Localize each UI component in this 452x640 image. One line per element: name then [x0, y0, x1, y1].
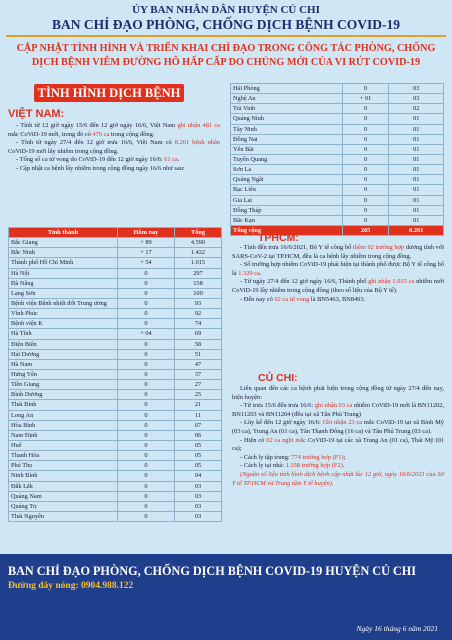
org-name: ỦY BAN NHÂN DÂN HUYỆN CỦ CHI	[132, 4, 320, 16]
table-row	[9, 410, 222, 420]
table-row	[231, 195, 444, 205]
today-cell: 0	[118, 268, 175, 278]
province-cell: Yên Bái	[231, 144, 343, 154]
footer-date: Ngày 16 tháng 6 năm 2021	[356, 624, 438, 633]
table-row	[9, 461, 222, 471]
today-cell: 0	[118, 451, 175, 461]
total-cell: 11	[175, 410, 222, 420]
province-cell: Đà Nẵng	[9, 278, 118, 288]
province-cell: Vĩnh Phúc	[9, 309, 118, 319]
today-cell: 0	[118, 481, 175, 491]
province-cell: Quảng Ngãi	[231, 175, 343, 185]
total-cell: 01	[389, 175, 444, 185]
total-cell: 06	[175, 430, 222, 440]
total-cell: 37	[175, 369, 222, 379]
vn-paragraphs: - Tính từ 12 giờ ngày 15/6 đến 12 giờ ngày 16/6, Việt Nam ghi nhận 481 ca mắc CoViD-19 mới, trong đó có 476 ca trong cộng đồng. - Tính từ ngày 27/4 đến 12 giờ trưa 16/6, Việt Nam có 8.261 bệnh nhân CoViD-19 mới lây nhiễm trong cộng đồng. - Tổng số ca tử vong do CoViD-19 đến 12 giờ ngày 16/6: 61 ca. - Cập nhật ca bệnh lây nhiễm trong cộng đồng ngày 16/6 như sau:	[8, 122, 221, 172]
header-divider	[6, 35, 446, 37]
total-cell: 01	[389, 165, 444, 175]
table-row	[9, 268, 222, 278]
today-cell: + 89	[118, 238, 175, 248]
province-cell: Điện Biên	[9, 339, 118, 349]
table-row	[9, 369, 222, 379]
province-cell: Bắc Giang	[9, 238, 118, 248]
province-cell: Nghệ An	[231, 94, 343, 104]
total-cell: 1.432	[175, 248, 222, 258]
province-cell: Bắc Ninh	[9, 248, 118, 258]
table-header-row	[9, 228, 222, 238]
total-cell: 69	[175, 329, 222, 339]
total-cell: 297	[175, 268, 222, 278]
table-row	[231, 114, 444, 124]
cuchi-heading: CỦ CHI:	[258, 372, 298, 384]
total-sum: 8.261	[389, 225, 444, 235]
today-cell: 0	[118, 369, 175, 379]
page-title	[6, 42, 446, 70]
province-cell: Huế	[9, 440, 118, 450]
table-row	[9, 329, 222, 339]
total-cell: 05	[175, 440, 222, 450]
table-row	[9, 248, 222, 258]
today-cell: 0	[342, 84, 389, 94]
total-cell: 02	[389, 104, 444, 114]
today-cell: 0	[118, 471, 175, 481]
province-cell: Bệnh viện K	[9, 319, 118, 329]
province-cell: Quảng Trị	[9, 501, 118, 511]
province-cell: Phú Thọ	[9, 461, 118, 471]
total-cell: 1.015	[175, 258, 222, 268]
today-cell: 0	[118, 511, 175, 521]
today-cell: 0	[118, 298, 175, 308]
today-cell: 0	[342, 205, 389, 215]
today-cell: 0	[118, 390, 175, 400]
total-cell: 01	[389, 215, 444, 225]
total-label: Tổng cộng	[231, 225, 343, 235]
province-cell: Ninh Bình	[9, 471, 118, 481]
total-cell: 100	[175, 288, 222, 298]
total-cell: 01	[389, 114, 444, 124]
today-cell: 0	[342, 195, 389, 205]
table-row	[9, 400, 222, 410]
table-row	[9, 359, 222, 369]
province-cell: Nam Định	[9, 430, 118, 440]
today-cell: 0	[342, 185, 389, 195]
total-cell: 03	[389, 94, 444, 104]
total-cell: 01	[389, 185, 444, 195]
province-cell: Long An	[9, 410, 118, 420]
table-row	[231, 185, 444, 195]
province-cell: Tuyên Quang	[231, 154, 343, 164]
tphcm-heading: TPHCM:	[258, 232, 299, 244]
total-cell: 03	[175, 481, 222, 491]
province-cell: Hà Nội	[9, 268, 118, 278]
today-cell: 0	[342, 154, 389, 164]
total-cell: 01	[389, 124, 444, 134]
province-cell: Hải Phòng	[231, 84, 343, 94]
table-row	[231, 84, 444, 94]
today-cell: 0	[118, 359, 175, 369]
today-cell: 0	[342, 124, 389, 134]
today-cell: 0	[118, 349, 175, 359]
province-cell: Bạc Liêu	[231, 185, 343, 195]
today-cell: + 04	[118, 329, 175, 339]
today-cell: 0	[118, 501, 175, 511]
footer	[0, 554, 452, 640]
table-row	[9, 278, 222, 288]
cases-table-right	[230, 83, 444, 236]
total-cell: 27	[175, 380, 222, 390]
today-cell: + 54	[118, 258, 175, 268]
cuchi-paragraphs: Liên quan đến các ca bệnh phát hiện trong cộng đồng từ ngày 27/4 đến nay, hiện huyện: - Từ trưa 15/6 đến trưa 16/6: ghi nhận 03 ca nhiễm CoViD-19 mới là BN11202, BN11203 và BN11204 (đều tại xã Tân Phú Trung) - Lũy kế đến 12 giờ ngày 16/6: Ghi nhận 23 ca mắc CoViD-19 tại xã Bình Mỹ (03 ca), Trung An (01 ca), Tân Thạnh Đông (16 ca) và Tân Phú Trung (03 ca). - Hiện có 02 ca nghi mắc CoViD-19 tại các xã Trung An (01 ca), Thái Mỹ (01 ca); - Cách ly tập trung: 774 trường hợp (F1); - Cách ly tại nhà: 1.358 trường hợp (F2). (Nguồn số liệu tình hình dịch bệnh cập nhật lúc 12 giờ, ngày 16/6/2021 của Sở Y tế TP.HCM và Trung tâm Y tế huyện).	[232, 385, 445, 487]
province-cell: Thành phố Hồ Chí Minh	[9, 258, 118, 268]
total-cell: 03	[175, 511, 222, 521]
table-row	[231, 94, 444, 104]
total-cell: 03	[175, 491, 222, 501]
col-total: Tổng	[175, 228, 222, 238]
province-cell: Quảng Nam	[9, 491, 118, 501]
today-cell: 0	[118, 319, 175, 329]
table-row	[9, 390, 222, 400]
province-cell: Lạng Sơn	[9, 288, 118, 298]
vn-heading: VIỆT NAM:	[8, 108, 65, 120]
province-cell: Quảng Ninh	[231, 114, 343, 124]
province-cell: Trà Vinh	[231, 104, 343, 114]
total-cell: 51	[175, 349, 222, 359]
total-cell: 92	[175, 309, 222, 319]
province-cell: Bình Dương	[9, 390, 118, 400]
province-cell: Bệnh viện Bệnh nhiệt đới Trung ương	[9, 298, 118, 308]
table-row	[9, 511, 222, 521]
table-row	[231, 175, 444, 185]
table-row	[231, 165, 444, 175]
table-row	[9, 380, 222, 390]
today-cell: 0	[118, 491, 175, 501]
today-cell: 0	[342, 114, 389, 124]
today-cell: 0	[118, 380, 175, 390]
today-cell: 0	[118, 420, 175, 430]
col-province: Tỉnh thành	[9, 228, 118, 238]
today-cell: 0	[342, 175, 389, 185]
total-cell: 74	[175, 319, 222, 329]
today-cell: 0	[118, 288, 175, 298]
today-cell: 0	[342, 144, 389, 154]
title-line-2: DỊCH BỆNH VIÊM ĐƯỜNG HÔ HẤP CẤP DO CHỦNG MỚI CỦA VI RÚT COVID-19	[31, 57, 421, 68]
today-cell: 0	[342, 165, 389, 175]
province-cell: Hòa Bình	[9, 420, 118, 430]
cases-table-left	[8, 227, 222, 522]
col-today: Hôm nay	[118, 228, 175, 238]
province-cell: Thanh Hóa	[9, 451, 118, 461]
today-cell: 0	[118, 440, 175, 450]
table-row	[231, 104, 444, 114]
table-row	[9, 258, 222, 268]
total-cell: 158	[175, 278, 222, 288]
total-cell: 03	[175, 501, 222, 511]
table-row	[231, 124, 444, 134]
footer-committee: BAN CHỈ ĐẠO PHÒNG, CHỐNG DỊCH BỆNH COVID-19 HUYỆN CỦ CHI	[8, 564, 416, 578]
total-cell: 01	[389, 195, 444, 205]
province-cell: Hưng Yên	[9, 369, 118, 379]
today-cell: 0	[118, 339, 175, 349]
today-cell: 0	[118, 309, 175, 319]
table-row	[9, 501, 222, 511]
total-cell: 47	[175, 359, 222, 369]
today-cell: + 01	[342, 94, 389, 104]
total-cell: 05	[175, 461, 222, 471]
table-row	[231, 134, 444, 144]
table-row	[231, 205, 444, 215]
total-cell: 01	[389, 144, 444, 154]
table-row	[9, 471, 222, 481]
province-cell: Đắk Lắk	[9, 481, 118, 491]
total-cell: 21	[175, 400, 222, 410]
table-row	[9, 491, 222, 501]
total-cell: 25	[175, 390, 222, 400]
today-cell: 0	[118, 278, 175, 288]
today-cell: 0	[342, 104, 389, 114]
footer-hotline: Đường dây nóng: 0904.988.122	[8, 581, 134, 591]
table-row	[9, 238, 222, 248]
province-cell: Sơn La	[231, 165, 343, 175]
section-band: TÌNH HÌNH DỊCH BỆNH	[34, 84, 184, 102]
tphcm-paragraphs: - Tính đến trưa 16/6/2021, Bộ Y tế công bố thêm 92 trường hợp dương tính với SARS-CoV-2 tại TP.HCM, đều là ca bệnh lây nhiễm trong cộng đồng. - Số trường hợp nhiễm CoViD-19 phát hiện tại thành phố được Bộ Y tế công bố là 1.329 ca. - Từ ngày 27/4 đến 12 giờ ngày 16/6, Thành phố ghi nhận 1.015 ca nhiễm mới CoViD-19 lây nhiễm trong cộng đồng (theo số liệu của Bộ Y tế). - Đến nay có 02 ca tử vong là BN5463, BN8493.	[232, 244, 445, 303]
table-row	[231, 154, 444, 164]
committee-name: BAN CHỈ ĐẠO PHÒNG, CHỐNG DỊCH BỆNH COVID-19	[51, 17, 400, 32]
total-cell: 01	[389, 205, 444, 215]
table-row	[9, 451, 222, 461]
total-cell: 01	[389, 134, 444, 144]
table-row	[9, 349, 222, 359]
table-row	[9, 481, 222, 491]
province-cell: Tây Ninh	[231, 124, 343, 134]
today-cell: 0	[118, 400, 175, 410]
total-cell: 58	[175, 339, 222, 349]
province-cell: Hải Dương	[9, 349, 118, 359]
province-cell: Bắc Kạn	[231, 215, 343, 225]
table-row	[9, 430, 222, 440]
total-cell: 93	[175, 298, 222, 308]
total-cell: 01	[389, 154, 444, 164]
today-cell: 0	[118, 461, 175, 471]
table-row	[9, 440, 222, 450]
title-line-1: CẬP NHẬT TÌNH HÌNH VÀ TRIỂN KHAI CHỈ ĐẠO TRONG CÔNG TÁC PHÒNG, CHỐNG	[16, 43, 436, 54]
table-row	[9, 319, 222, 329]
total-cell: 07	[175, 420, 222, 430]
table-row	[9, 309, 222, 319]
table-row	[231, 215, 444, 225]
province-cell: Tiền Giang	[9, 380, 118, 390]
table-row	[231, 144, 444, 154]
province-cell: Đồng Tháp	[231, 205, 343, 215]
province-cell: Đồng Nai	[231, 134, 343, 144]
today-cell: 0	[342, 134, 389, 144]
source-note: (Nguồn số liệu tình hình dịch bệnh cập nhật lúc 12 giờ, ngày 16/6/2021 của Sở Y tế TP.HCM và Trung tâm Y tế huyện).	[232, 470, 444, 487]
table-row	[9, 420, 222, 430]
total-cell: 04	[175, 471, 222, 481]
today-cell: 0	[118, 430, 175, 440]
province-cell: Thái Bình	[9, 400, 118, 410]
table-row	[9, 339, 222, 349]
total-today: 265	[342, 225, 389, 235]
today-cell: 0	[342, 215, 389, 225]
today-cell: + 17	[118, 248, 175, 258]
province-cell: Gia Lai	[231, 195, 343, 205]
today-cell: 0	[118, 410, 175, 420]
total-cell: 4.590	[175, 238, 222, 248]
table-row	[9, 298, 222, 308]
province-cell: Hà Nam	[9, 359, 118, 369]
total-cell: 03	[389, 84, 444, 94]
province-cell: Thái Nguyên	[9, 511, 118, 521]
province-cell: Hà Tĩnh	[9, 329, 118, 339]
table-row	[9, 288, 222, 298]
total-cell: 05	[175, 451, 222, 461]
